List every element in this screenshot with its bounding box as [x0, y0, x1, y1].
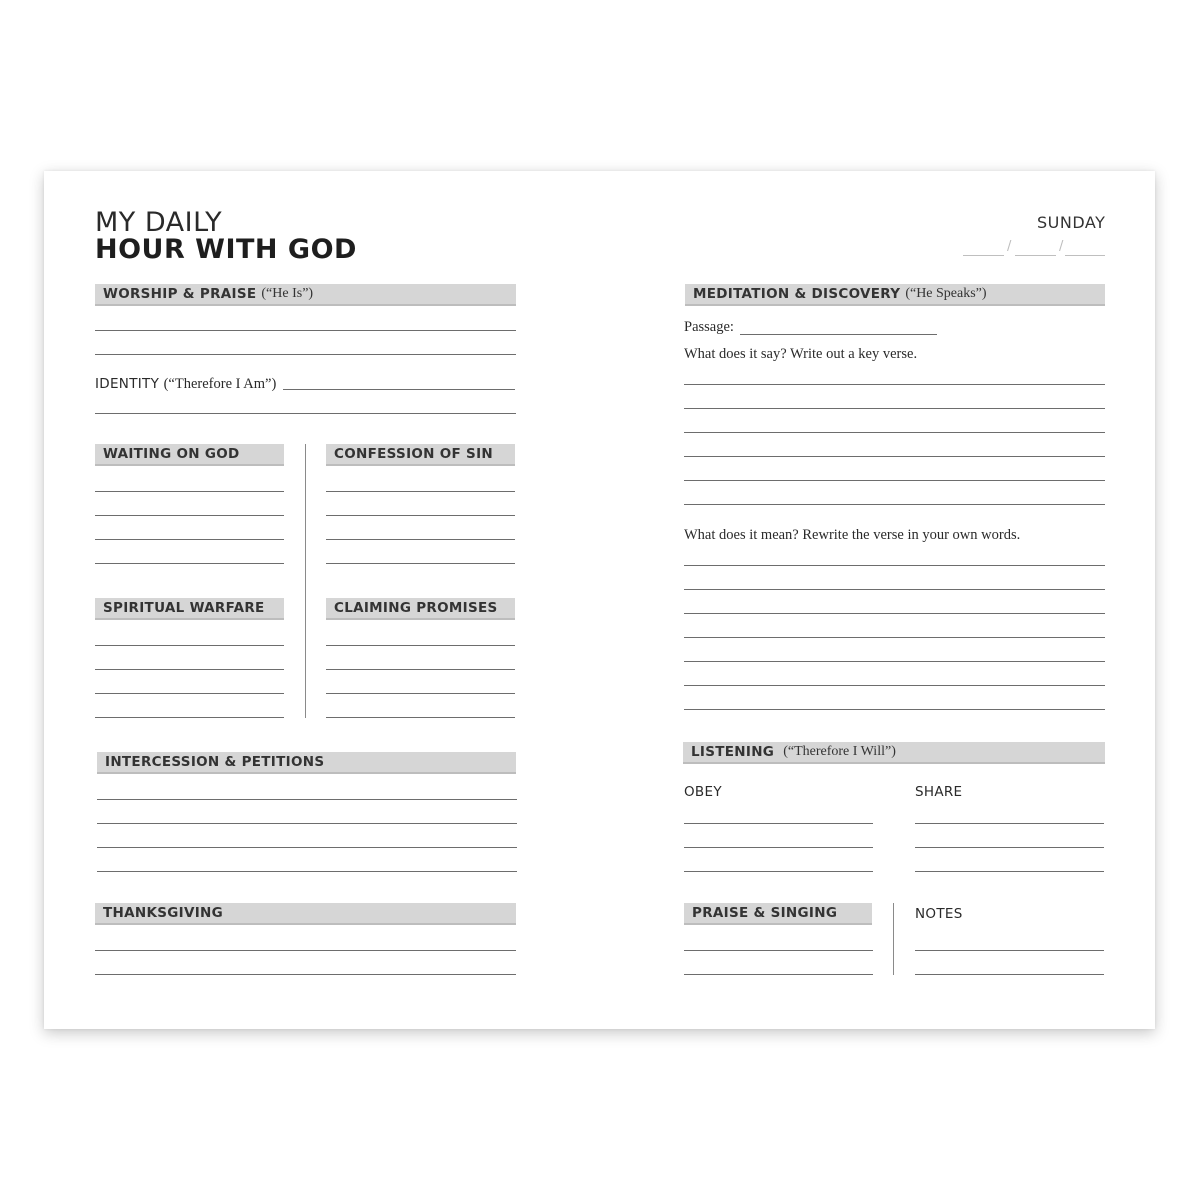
- rewrite-line[interactable]: [684, 589, 1105, 590]
- question-what-does-it-mean: What does it mean? Rewrite the verse in your own words.: [684, 527, 1021, 543]
- obey-line[interactable]: [684, 823, 873, 824]
- waiting-on-god-label: WAITING ON GOD: [103, 446, 240, 462]
- verse-line[interactable]: [684, 408, 1105, 409]
- intercession-line[interactable]: [97, 823, 517, 824]
- listening-sub: (“Therefore I Will”): [783, 744, 896, 759]
- worship-praise-sub: (“He Is”): [261, 286, 314, 301]
- identity-sub: (“Therefore I Am”): [163, 376, 277, 392]
- thanksgiving-header: [95, 903, 516, 925]
- waiting-line[interactable]: [95, 515, 284, 516]
- obey-line[interactable]: [684, 871, 873, 872]
- promises-line[interactable]: [326, 645, 515, 646]
- column-divider: [305, 444, 306, 718]
- question-what-does-it-say: What does it say? Write out a key verse.: [684, 346, 918, 362]
- date-year-blank[interactable]: [1065, 255, 1105, 256]
- rewrite-line[interactable]: [684, 709, 1105, 710]
- waiting-line[interactable]: [95, 491, 284, 492]
- share-line[interactable]: [915, 847, 1104, 848]
- worship-praise-label: WORSHIP & PRAISE: [103, 286, 257, 302]
- passage-blank[interactable]: [740, 334, 937, 335]
- thanksgiving-line[interactable]: [95, 974, 516, 975]
- warfare-line[interactable]: [95, 717, 284, 718]
- title-line-1: MY DAILY: [95, 207, 223, 238]
- worship-line[interactable]: [95, 330, 516, 331]
- promises-line[interactable]: [326, 669, 515, 670]
- spiritual-warfare-header: [95, 598, 284, 620]
- share-line[interactable]: [915, 823, 1104, 824]
- verse-line[interactable]: [684, 480, 1105, 481]
- rewrite-line[interactable]: [684, 613, 1105, 614]
- thanksgiving-label: THANKSGIVING: [103, 905, 223, 921]
- rewrite-line[interactable]: [684, 637, 1105, 638]
- bottom-column-divider: [893, 903, 894, 975]
- worship-line[interactable]: [95, 354, 516, 355]
- worship-praise-header: [95, 284, 516, 306]
- confession-line[interactable]: [326, 491, 515, 492]
- praise-singing-label: PRAISE & SINGING: [692, 905, 838, 921]
- listening-label: LISTENING: [691, 744, 775, 760]
- verse-line[interactable]: [684, 384, 1105, 385]
- meditation-label: MEDITATION & DISCOVERY: [693, 286, 901, 302]
- identity-blank[interactable]: [283, 389, 515, 390]
- date-slash-2: /: [1059, 239, 1064, 254]
- claiming-promises-header: [326, 598, 515, 620]
- intercession-line[interactable]: [97, 871, 517, 872]
- day-label: SUNDAY: [1037, 213, 1106, 232]
- verse-line[interactable]: [684, 504, 1105, 505]
- date-month-blank[interactable]: [963, 255, 1004, 256]
- confession-header: [326, 444, 515, 466]
- confession-line[interactable]: [326, 515, 515, 516]
- confession-line[interactable]: [326, 539, 515, 540]
- intercession-header: [97, 752, 516, 774]
- intercession-line[interactable]: [97, 799, 517, 800]
- planner-spread: [44, 171, 1155, 1029]
- confession-line[interactable]: [326, 563, 515, 564]
- confession-label: CONFESSION OF SIN: [334, 446, 494, 462]
- waiting-line[interactable]: [95, 539, 284, 540]
- claiming-promises-label: CLAIMING PROMISES: [334, 600, 498, 616]
- rewrite-line[interactable]: [684, 685, 1105, 686]
- warfare-line[interactable]: [95, 645, 284, 646]
- listening-header: [683, 742, 1105, 764]
- praise-singing-line[interactable]: [684, 950, 873, 951]
- notes-line[interactable]: [915, 974, 1104, 975]
- identity-prompt: [95, 375, 276, 393]
- warfare-line[interactable]: [95, 669, 284, 670]
- notes-line[interactable]: [915, 950, 1104, 951]
- warfare-line[interactable]: [95, 693, 284, 694]
- rewrite-line[interactable]: [684, 565, 1105, 566]
- identity-label: IDENTITY: [95, 376, 160, 392]
- date-day-blank[interactable]: [1015, 255, 1056, 256]
- share-line[interactable]: [915, 871, 1104, 872]
- notes-label: NOTES: [915, 906, 963, 922]
- obey-line[interactable]: [684, 847, 873, 848]
- share-label: SHARE: [915, 784, 963, 800]
- waiting-on-god-header: [95, 444, 284, 466]
- verse-line[interactable]: [684, 456, 1105, 457]
- intercession-label: INTERCESSION & PETITIONS: [105, 754, 325, 770]
- spiritual-warfare-label: SPIRITUAL WARFARE: [103, 600, 265, 616]
- obey-label: OBEY: [684, 784, 722, 800]
- thanksgiving-line[interactable]: [95, 950, 516, 951]
- promises-line[interactable]: [326, 693, 515, 694]
- intercession-line[interactable]: [97, 847, 517, 848]
- rewrite-line[interactable]: [684, 661, 1105, 662]
- meditation-sub: (“He Speaks”): [905, 286, 987, 301]
- verse-line[interactable]: [684, 432, 1105, 433]
- identity-line[interactable]: [95, 413, 516, 414]
- waiting-line[interactable]: [95, 563, 284, 564]
- praise-singing-header: [684, 903, 872, 925]
- date-slash-1: /: [1007, 239, 1012, 254]
- promises-line[interactable]: [326, 717, 515, 718]
- praise-singing-line[interactable]: [684, 974, 873, 975]
- meditation-header: [685, 284, 1105, 306]
- passage-label: Passage:: [684, 319, 734, 335]
- title-line-2: HOUR WITH GOD: [95, 234, 357, 265]
